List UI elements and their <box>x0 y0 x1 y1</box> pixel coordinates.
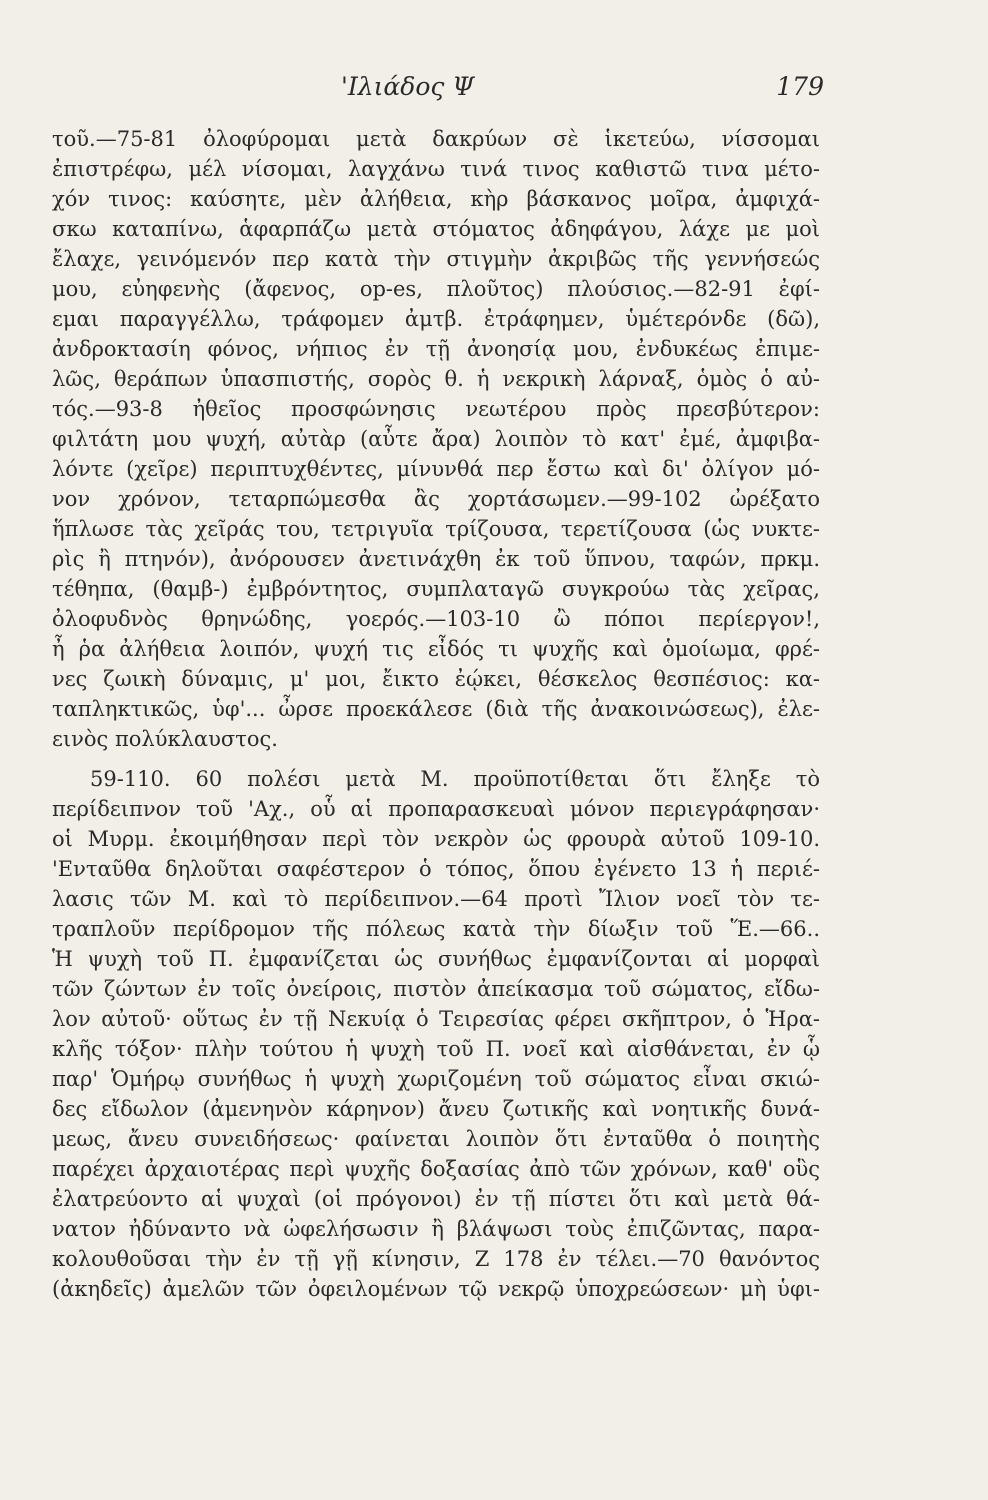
text-line: εμαι παραγγέλλω, τράφομεν ἀμτβ. ἐτράφημεν, ὑμέτερόνδε (δῶ), <box>52 307 820 331</box>
page-number: 179 <box>776 72 824 101</box>
text-line: νον χρόνον, τεταρπώμεσθα ἂς χορτάσωμεν.—99-102 ὠρέξατο <box>52 487 820 511</box>
paragraph-gap <box>52 754 820 764</box>
text-line: νατον ἠδύναντο νὰ ὠφελήσωσιν ἢ βλάψωσι τοὺς ἐπιζῶντας, παρα- <box>52 1217 820 1241</box>
paragraph-2 <box>52 764 820 1304</box>
text-line: ἐπιστρέφω, μέλ νίσομαι, λαγχάνω τινά τινος καθιστῶ τινα μέτο- <box>52 157 820 181</box>
paragraph-1 <box>52 124 820 754</box>
text-line: τός.—93-8 ἠθεῖος προσφώνησις νεωτέρου πρὸς πρεσβύτερον: <box>52 397 820 421</box>
commentary-text <box>52 124 820 1304</box>
text-line: παρ' Ὁμήρῳ συνήθως ἡ ψυχὴ χωριζομένη τοῦ σώματος εἶναι σκιώ- <box>52 1067 820 1091</box>
text-line: 59-110. 60 πολέσι μετὰ Μ. προϋποτίθεται ὅτι ἔληξε τὸ <box>90 767 820 791</box>
text-line: λον αὐτοῦ· οὕτως ἐν τῇ Νεκυίᾳ ὁ Τειρεσίας φέρει σκῆπτρον, ὁ Ἡρα- <box>52 1007 820 1031</box>
text-line: δες εἴδωλον (ἀμενηνὸν κάρηνον) ἄνευ ζωτικῆς καὶ νοητικῆς δυνά- <box>52 1097 820 1121</box>
text-line: ἦ ῥα ἀλήθεια λοιπόν, ψυχή τις εἶδός τι ψυχῆς καὶ ὁμοίωμα, φρέ- <box>52 637 820 661</box>
text-line: λῶς, θεράπων ὑπασπιστής, σορὸς θ. ἡ νεκρικὴ λάρναξ, ὁμὸς ὁ αὐ- <box>52 367 820 391</box>
running-title: 'Ιλιάδος Ψ <box>341 72 475 101</box>
text-line: 'Ενταῦθα δηλοῦται σαφέστερον ὁ τόπος, ὅπου ἐγένετο 13 ἡ περιέ- <box>52 857 820 881</box>
text-line: τῶν ζώντων ἐν τοῖς ὀνείροις, πιστὸν ἀπείκασμα τοῦ σώματος, εἴδω- <box>52 977 820 1001</box>
text-line: ταπληκτικῶς, ὑφ'... ὦρσε προεκάλεσε (διὰ τῆς ἀνακοινώσεως), ἐλε- <box>52 697 820 721</box>
text-line: οἱ Μυρμ. ἐκοιμήθησαν περὶ τὸν νεκρὸν ὡς φρουρὰ αὐτοῦ 109-10. <box>52 827 820 851</box>
text-line: μεως, ἄνευ συνειδήσεως· φαίνεται λοιπὸν ὅτι ἐνταῦθα ὁ ποιητὴς <box>52 1127 820 1151</box>
text-line: τέθηπα, (θαμβ-) ἐμβρόντητος, συμπλαταγῶ συγκρούω τὰς χεῖρας, <box>52 577 820 601</box>
text-line: λόντε (χεῖρε) περιπτυχθέντες, μίνυνθά περ ἔστω καὶ δι' ὀλίγον μό- <box>52 457 820 481</box>
text-line: ὀλοφυδνὸς θρηνώδης, γοερός.—103-10 ὢ πόποι περίεργον!, <box>52 607 820 631</box>
text-line: Ἡ ψυχὴ τοῦ Π. ἐμφανίζεται ὡς συνήθως ἐμφανίζονται αἱ μορφαὶ <box>52 947 820 971</box>
text-line: (ἀκηδεῖς) ἀμελῶν τῶν ὀφειλομένων τῷ νεκρῷ ὑποχρεώσεων· μὴ ὑφι- <box>52 1277 820 1301</box>
running-head <box>96 72 824 108</box>
text-line: περίδειπνον τοῦ 'Αχ., οὗ αἱ προπαρασκευαὶ μόνον περιεγράφησαν· <box>52 797 820 821</box>
text-line: παρέχει ἀρχαιοτέρας περὶ ψυχῆς δοξασίας ἀπὸ τῶν χρόνων, καθ' οὓς <box>52 1157 820 1181</box>
text-line: ἐλατρεύοντο αἱ ψυχαὶ (οἱ πρόγονοι) ἐν τῇ πίστει ὅτι καὶ μετὰ θά- <box>52 1187 820 1211</box>
text-line: ἔλαχε, γεινόμενόν περ κατὰ τὴν στιγμὴν ἀκριβῶς τῆς γεννήσεώς <box>52 247 820 271</box>
text-line: τοῦ.—75-81 ὀλοφύρομαι μετὰ δακρύων σὲ ἱκετεύω, νίσσομαι <box>52 127 820 151</box>
text-line: κολουθοῦσαι τὴν ἐν τῇ γῇ κίνησιν, Ζ 178 ἐν τέλει.—70 θανόντος <box>52 1247 820 1271</box>
text-line: νες ζωικὴ δύναμις, μ' μοι, ἔικτο ἐῴκει, θέσκελος θεσπέσιος: κα- <box>52 667 820 691</box>
text-line: κλῆς τόξον· πλὴν τούτου ἡ ψυχὴ τοῦ Π. νοεῖ καὶ αἰσθάνεται, ἐν ᾧ <box>52 1037 820 1061</box>
text-line: σκω καταπίνω, ἁφαρπάζω μετὰ στόματος ἀδηφάγου, λάχε με μοὶ <box>52 217 820 241</box>
text-line: λασις τῶν Μ. καὶ τὸ περίδειπνον.—64 προτὶ Ἴλιον νοεῖ τὸν τε- <box>52 887 820 911</box>
text-line: ἀνδροκτασίη φόνος, νήπιος ἐν τῇ ἀνοησίᾳ μου, ἐνδυκέως ἐπιμε- <box>52 337 820 361</box>
text-line: τραπλοῦν περίδρομον τῆς πόλεως κατὰ τὴν δίωξιν τοῦ Ἕ.—66.. <box>52 917 820 941</box>
text-line: εινὸς πολύκλαυστος. <box>52 727 278 751</box>
text-line: ἥπλωσε τὰς χεῖράς του, τετριγυῖα τρίζουσα, τερετίζουσα (ὡς νυκτε- <box>52 517 820 541</box>
text-line: χόν τινος: καύσητε, μὲν ἀλήθεια, κὴρ βάσκανος μοῖρα, ἀμφιχά- <box>52 187 820 211</box>
text-line: μου, εὐηφενὴς (ἄφενος, op-es, πλοῦτος) πλούσιος.—82-91 ἐφί- <box>52 277 820 301</box>
text-line: φιλτάτη μου ψυχή, αὐτὰρ (αὖτε ἄρα) λοιπὸν τὸ κατ' ἐμέ, ἀμφιβα- <box>52 427 820 451</box>
text-line: ρὶς ἢ πτηνόν), ἀνόρουσεν ἀνετινάχθη ἐκ τοῦ ὕπνου, ταφών, πρκμ. <box>52 547 820 571</box>
